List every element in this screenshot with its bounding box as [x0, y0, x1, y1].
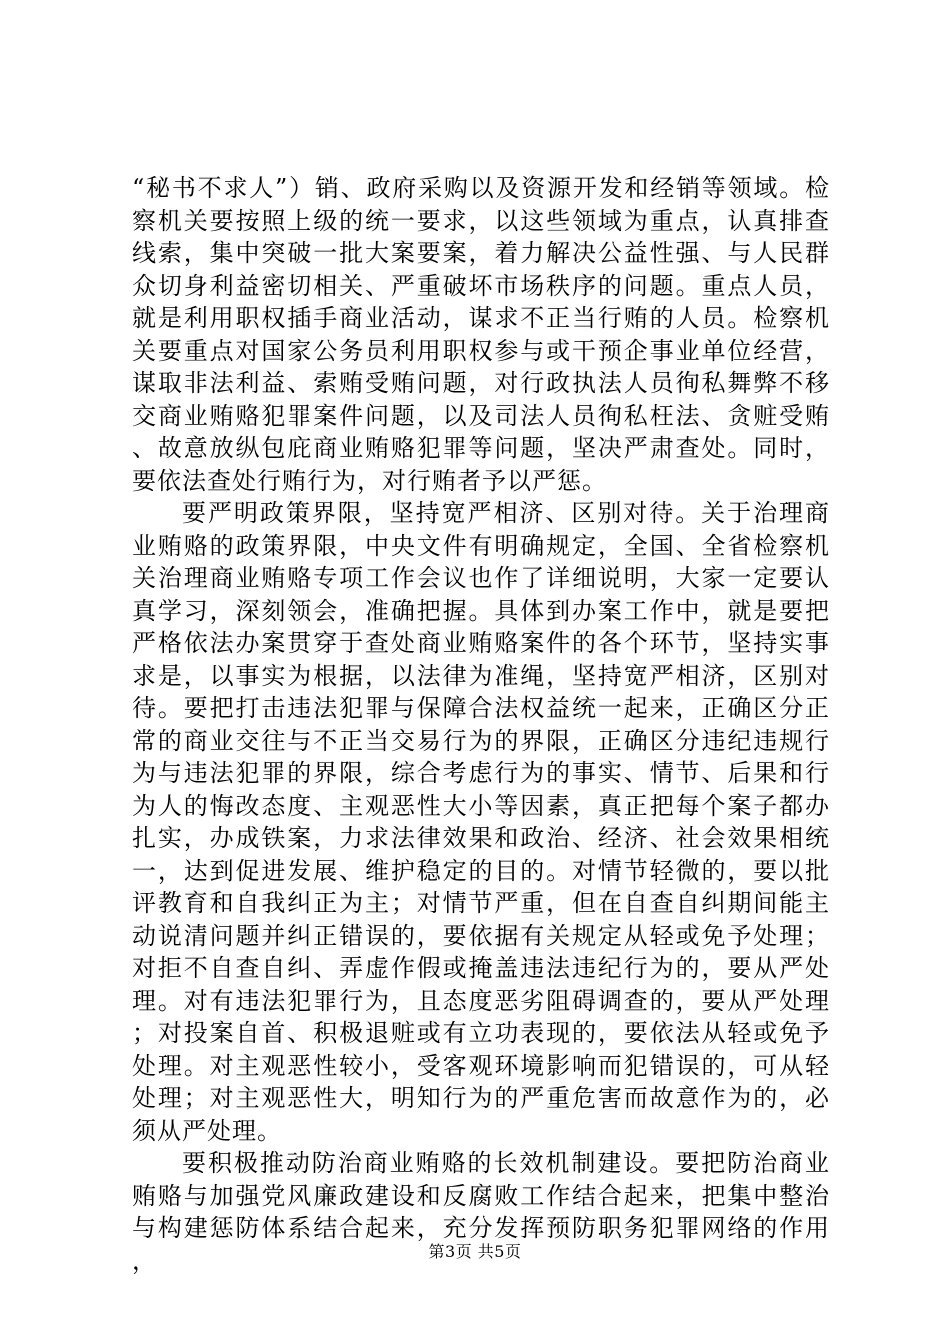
paragraph-2: 要严明政策界限，坚持宽严相济、区别对待。关于治理商业贿赂的政策界限，中央文件有明确规定，全国、全省检察机关治理商业贿赂专项工作会议也作了详细说明，大家一定要认真学习，深刻领会，准确把握。具体到办案工作中，就是要把严格依法办案贯穿于查处商业贿赂案件的各个环节，坚持实事求是，以事实为根据，以法律为准绳，坚持宽严相济，区别对待。要把打击违法犯罪与保障合法权益统一起来，正确区分正常的商业交往与不正当交易行为的界限，正确区分违纪违规行为与违法犯罪的界限，综合考虑行为的事实、情节、后果和行为人的悔改态度、主观恶性大小等因素，真正把每个案子都办扎实，办成铁案，力求法律效果和政治、经济、社会效果相统一，达到促进发展、维护稳定的目的。对情节轻微的，要以批评教育和自我纠正为主；对情节严重，但在自查自纠期间能主动说清问题并纠正错误的，要依据有关规定从轻或免予处理；对拒不自查自纠、弄虚作假或掩盖违法违纪行为的，要从严处理。对有违法犯罪行为，且态度恶劣阻碍调查的，要从严处理；对投案自首、积极退赃或有立功表现的，要依法从轻或免予处理。对主观恶性较小，受客观环境影响而犯错误的，可从轻处理；对主观恶性大，明知行为的严重危害而故意作为的，必须从严处理。 [132, 499, 830, 1145]
paragraph-3: 要积极推动防治商业贿赂的长效机制建设。要把防治商业贿赂与加强党风廉政建设和反腐败工作结合起来，把集中整治与构建惩防体系结合起来，充分发挥预防职务犯罪网络的作用， [132, 1149, 830, 1275]
page-number-footer: 第3页 共5页 [428, 1242, 522, 1261]
document-body [132, 172, 830, 1277]
paragraph-1: “秘书不求人”）销、政府采购以及资源开发和经销等领域。检察机关要按照上级的统一要求，以这些领域为重点，认真排查线索，集中突破一批大案要案，着力解决公益性强、与人民群众切身利益密切相关、严重破坏市场秩序的问题。重点人员，就是利用职权插手商业活动，谋求不正当行贿的人员。检察机关要重点对国家公务员利用职权参与或干预企事业单位经营，谋取非法利益、索贿受贿问题，对行政执法人员徇私舞弊不移交商业贿赂犯罪案件问题，以及司法人员徇私枉法、贪赃受贿、故意放纵包庇商业贿赂犯罪等问题，坚决严肃查处。同时，要依法查处行贿行为，对行贿者予以严惩。 [132, 174, 830, 495]
